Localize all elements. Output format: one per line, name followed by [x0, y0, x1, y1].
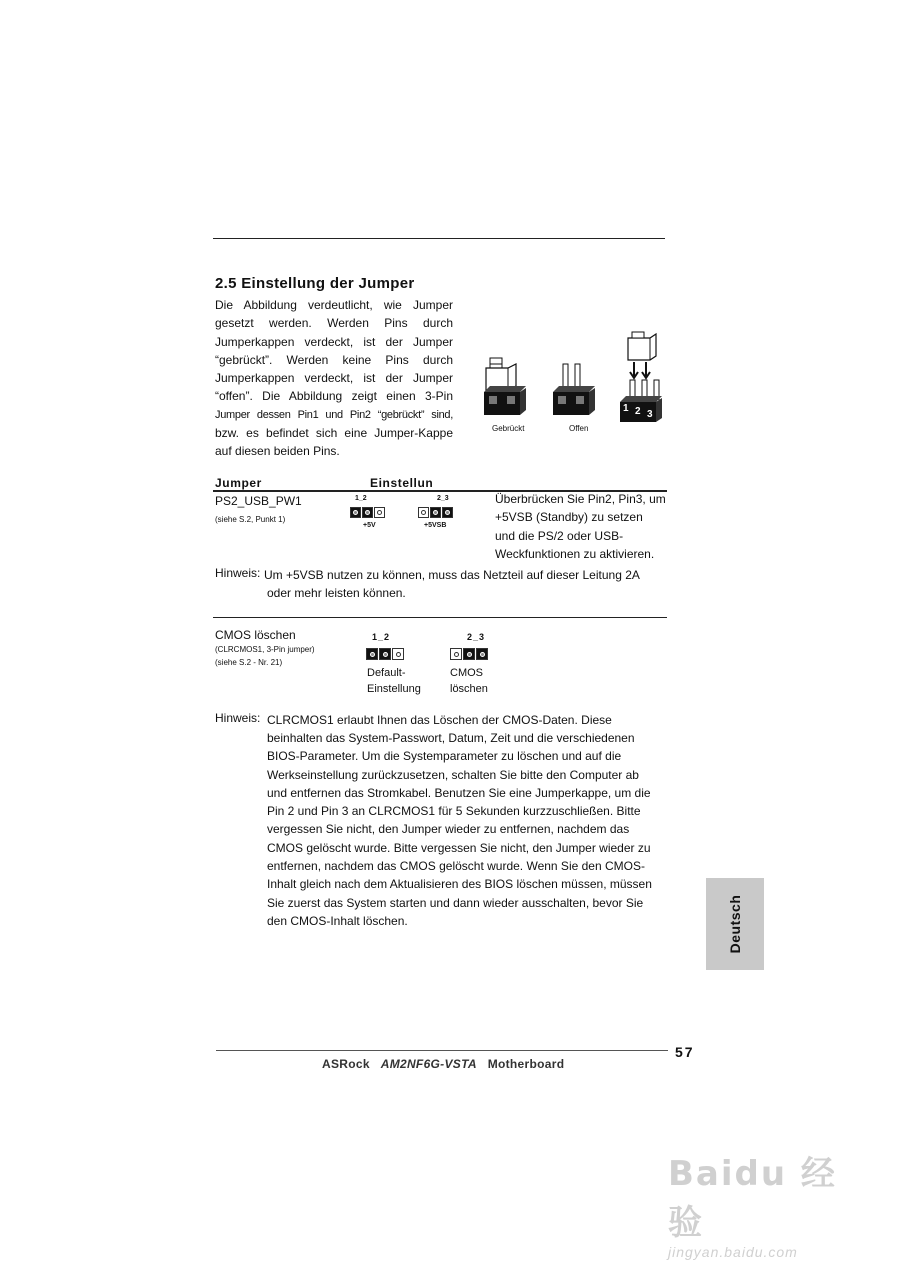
cmos-opt2-label-line: CMOS [450, 667, 483, 679]
ps2-opt1-pins: 1_2 [355, 495, 367, 502]
hint-line: Inhalt gleich nach dem Aktualisieren des BIOS löschen müssen, müssen [267, 877, 652, 892]
pin [350, 507, 361, 518]
cmos-opt2-label [450, 665, 488, 697]
open-jumper-figure [553, 364, 595, 415]
footer-brand: ASRock [322, 1057, 370, 1071]
intro-paragraph [215, 296, 453, 461]
intro-line: Jumperkappen verdeckt, ist der Jumper [215, 371, 453, 386]
intro-line: auf diesen beiden Pins. [215, 444, 340, 459]
footer-model: AM2NF6G-VSTA [380, 1057, 477, 1071]
intro-line: “offen”. Die Abbildung zeigt einen 3-Pin [215, 389, 453, 404]
hint-line: BIOS-Parameter. Um die Systemparameter zu löschen und auf die [267, 749, 622, 764]
pin [392, 648, 404, 660]
intro-line: Jumper dessen Pin1 und Pin2 “gebrückt” sind, [215, 408, 453, 421]
desc-line: Weckfunktionen zu aktivieren. [495, 546, 655, 561]
desc-line: Überbrücken Sie Pin2, Pin3, um [495, 492, 666, 506]
hint-line: oder mehr leisten können. [267, 586, 406, 601]
jumper-ref-ps2-usb-pw1: (siehe S.2, Punkt 1) [215, 515, 286, 524]
language-side-tab [706, 878, 764, 970]
hint1-text [264, 566, 667, 603]
pin [418, 507, 429, 518]
hint-line: Pin 2 und Pin 3 an CLRCMOS1 für 5 Sekunden kurzzuschließen. Bitte [267, 804, 641, 819]
intro-line: gesetzt werden. Werden Pins durch [215, 316, 453, 331]
watermark [668, 1146, 848, 1260]
bridged-jumper-figure [484, 358, 526, 415]
hint-line: Werkseinstellung zurückzusetzen, schalten Sie bitte den Computer ab [267, 767, 639, 782]
section-rule [213, 617, 667, 618]
cmos-opt1-label-line: Default- [367, 667, 406, 679]
section-title: 2.5 Einstellung der Jumper [215, 275, 415, 292]
cmos-hint-first-line: CLRCMOS1 erlaubt Ihnen das Löschen der CMOS-Daten. Diese [267, 713, 612, 727]
pin [430, 507, 441, 518]
hint-line: Um +5VSB nutzen zu können, muss das Netzteil auf dieser Leitung 2A [264, 568, 640, 582]
cmos-opt1-pins: 1_2 [372, 632, 391, 642]
pin [450, 648, 462, 660]
ps2-opt1-jumper [350, 507, 385, 518]
table-header-jumper: Jumper [215, 476, 262, 490]
pin [379, 648, 391, 660]
cmos-name: CMOS löschen [215, 628, 296, 642]
pin [366, 648, 378, 660]
cmos-opt1-jumper [366, 648, 404, 660]
cmos-opt1-label-line: Einstellung [367, 683, 421, 695]
footer-suffix: Motherboard [487, 1057, 565, 1071]
hint-line: CMOS gelöscht wurde. Bitte vergessen Sie nicht, den Jumper wieder zu [267, 840, 651, 855]
pin [463, 648, 475, 660]
intro-line: Jumperkappen verdeckt, ist der Jumper [215, 334, 453, 349]
footer-text [322, 1057, 564, 1071]
language-side-tab-label: Deutsch [727, 894, 743, 954]
figure-label-bridged: Gebrückt [492, 424, 525, 433]
watermark-url: jingyan.baidu.com [668, 1244, 798, 1260]
page-number: 57 [675, 1044, 695, 1060]
ps2-opt2-jumper [418, 507, 453, 518]
intro-line: bzw. es befindet sich eine Jumper-Kappe [215, 426, 453, 441]
hint-line: beinhalten das System-Passwort, Datum, Zeit und die verschiedenen [267, 731, 635, 745]
pin-number-1: 1 [623, 403, 629, 414]
hint1-label: Hinweis: [215, 566, 261, 580]
footer-rule [216, 1050, 668, 1051]
hint-line: Sie zuerst das System starten und dann wieder ausschalten, bevor Sie [267, 895, 644, 910]
pin-number-2: 2 [635, 406, 641, 417]
pin [476, 648, 488, 660]
watermark-logo: Baidu 经验 [668, 1154, 837, 1243]
cmos-sub2: (siehe S.2 - Nr. 21) [215, 658, 283, 667]
cmos-opt2-label-line: löschen [450, 683, 488, 695]
desc-line: +5VSB (Standby) zu setzen [495, 510, 643, 525]
hint-line: und entfernen das Stromkabel. Benutzen Sie eine Jumperkappe, um die [267, 785, 651, 800]
intro-line: “gebrückt”. Werden keine Pins durch [215, 352, 453, 367]
ps2-description [495, 490, 667, 563]
top-rule [213, 238, 665, 239]
cmos-sub1: (CLRCMOS1, 3-Pin jumper) [215, 645, 315, 654]
hint-line: vergessen Sie nicht, den Jumper wieder zu entfernen, nachdem das [267, 822, 630, 837]
pin [374, 507, 385, 518]
cmos-opt2-jumper [450, 648, 488, 660]
table-header-setting: Einstellun [370, 476, 434, 490]
pin [442, 507, 453, 518]
cmos-opt2-pins: 2_3 [467, 632, 486, 642]
cmos-opt1-label [367, 665, 421, 697]
figure-label-open: Offen [569, 424, 589, 433]
pin [362, 507, 373, 518]
desc-line: und die PS/2 oder USB- [495, 528, 624, 543]
cmos-hint-text [267, 729, 667, 930]
ps2-opt2-pins: 2_3 [437, 495, 449, 502]
hint-line: entfernen, nachdem das CMOS gelöscht wurde. Wenn Sie den CMOS- [267, 859, 645, 874]
ps2-opt1-label: +5V [363, 522, 376, 529]
jumper-name-ps2-usb-pw1: PS2_USB_PW1 [215, 494, 302, 508]
hint-line: den CMOS-Inhalt löschen. [267, 913, 408, 928]
pin-number-3: 3 [647, 409, 653, 420]
cmos-hint-label: Hinweis: [215, 711, 261, 725]
intro-line: Die Abbildung verdeutlicht, wie Jumper [215, 298, 453, 312]
ps2-opt2-label: +5VSB [424, 522, 447, 529]
